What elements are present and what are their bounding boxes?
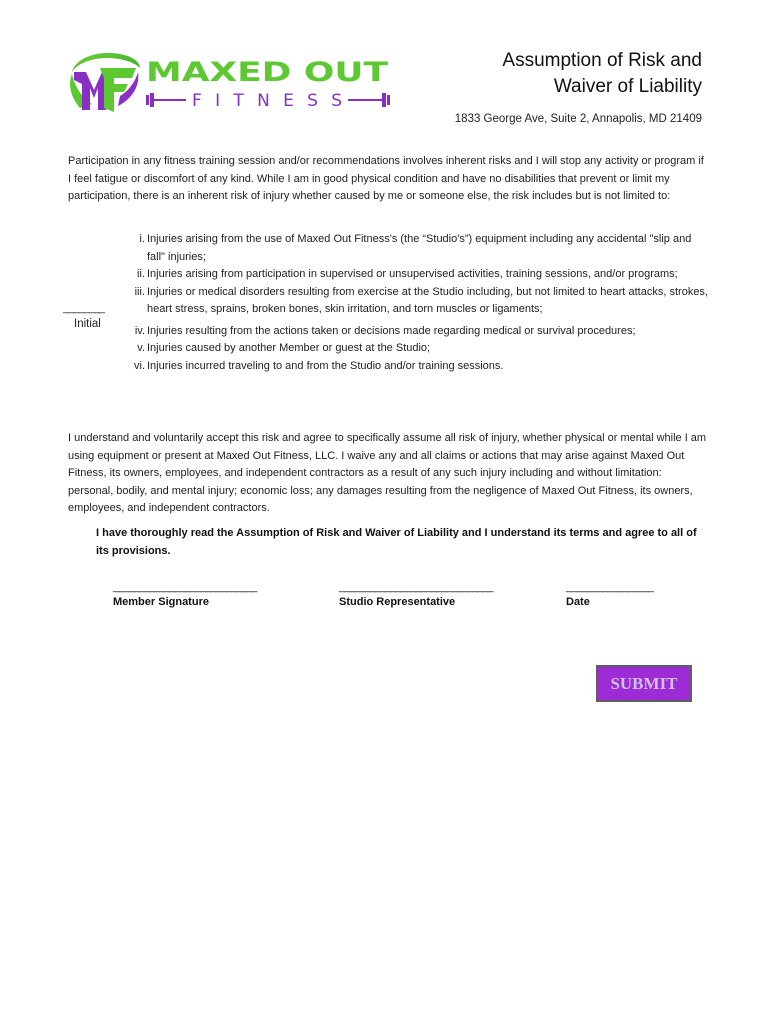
risk-number: v. [137, 342, 145, 354]
document-header [455, 48, 702, 125]
mf-monogram-icon [66, 50, 396, 116]
document-title-line1: Assumption of Risk and [502, 50, 702, 71]
risk-number: iv. [134, 324, 145, 337]
risk-list [112, 231, 708, 375]
acceptance-paragraph: I understand and voluntarily accept this risk and agree to specifically assume all risk of injury, whether physical or mental while I am using equipment or present at Maxed Out Fitness, LLC. I waive any and all claims or actions that may arise against Maxed Out Fitness, its owners, employees, and independent contractors as a result of any such injury including and without limitation: personal, bodily, and mental injury; economic loss; any damages resulting from the negligence of Maxed Out Fitness, its owners, employees, and independent contractors. [68, 432, 707, 514]
intro-paragraph: Participation in any fitness training session and/or recommendations involves inherent risks and I will stop any activity or program if I feel fatigue or discomfort of any kind. While I am in good physical condition and have no disabilities that prevent or limit my participation, there is an inherent risk of injury whether caused by me or someone else, the risk includes but is not limited to: [68, 155, 704, 202]
submit-button[interactable]: SUBMIT [596, 665, 692, 702]
member-signature-label: Member Signature [113, 596, 209, 608]
risk-item [112, 323, 708, 341]
member-signature-field[interactable]: ____________________________ [113, 581, 257, 593]
agreement-statement: I have thoroughly read the Assumption of Risk and Waiver of Liability and I understand its terms and agree to all of its provisions. [96, 527, 697, 557]
risk-text: Injuries incurred traveling to and from the Studio and/or training sessions. [147, 359, 504, 372]
risk-item [112, 266, 708, 284]
brand-name-line2: FITNESS [192, 91, 342, 111]
studio-address: 1833 George Ave, Suite 2, Annapolis, MD 21409 [454, 113, 702, 125]
initial-field[interactable]: ________ [63, 302, 104, 314]
member-signature-block [113, 580, 256, 608]
studio-representative-block [339, 580, 493, 608]
date-block [566, 580, 653, 608]
date-field[interactable]: _________________ [566, 581, 654, 593]
risk-number: ii. [137, 268, 145, 280]
risk-text: Injuries or medical disorders resulting from exercise at the Studio including, but not limited to heart attacks, strokes, heart stress, sprains, broken bones, skin irritation, and torn muscles or ligaments; [147, 285, 708, 315]
risk-item [112, 284, 708, 319]
risk-item [112, 231, 708, 266]
risk-number: i. [139, 233, 145, 245]
risk-text: Injuries arising from participation in supervised or unsupervised activities, training sessions, and/or programs; [147, 268, 678, 280]
studio-representative-field[interactable]: ______________________________ [339, 581, 493, 593]
date-label: Date [566, 596, 590, 608]
risk-number: vi. [134, 359, 145, 372]
risk-text: Injuries resulting from the actions taken or decisions made regarding medical or survival procedures; [147, 324, 636, 337]
initial-label: Initial [74, 318, 101, 330]
document-title-line2: Waiver of Liability [553, 76, 702, 97]
studio-representative-label: Studio Representative [339, 596, 456, 608]
brand-logo [66, 50, 396, 116]
risk-item [112, 340, 708, 358]
risk-number: iii. [134, 285, 145, 298]
risk-text: Injuries caused by another Member or guest at the Studio; [147, 342, 431, 354]
risk-text: Injuries arising from the use of Maxed Out Fitness's (the “Studio's”) equipment including any accidental "slip and fall" injuries; [147, 233, 692, 263]
risk-item [112, 358, 708, 376]
brand-name-line1: MAXED OUT [146, 57, 389, 88]
